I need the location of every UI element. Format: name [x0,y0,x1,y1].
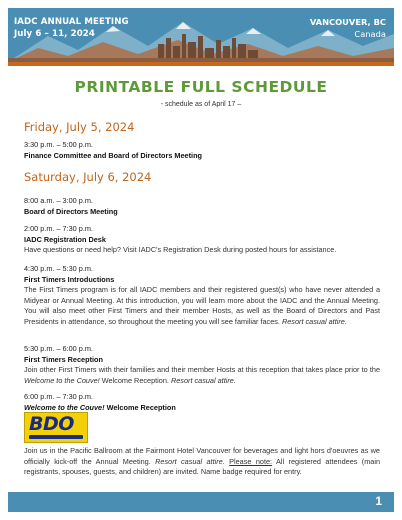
header-banner [8,8,394,62]
event-time: 4:30 p.m. – 5:30 p.m. [24,264,93,273]
event-description [24,285,380,327]
sponsor-logo-text: BDO [29,413,74,435]
description-text: Join us in the Pacific Ballroom at the Fairmont Hotel Vancouver for beverages and light hors d'oeuvres as we officially kick-off the Annual Meeting. [24,446,380,466]
event-time: 3:30 p.m. – 5:00 p.m. [24,140,93,149]
event-welcome-reception-description [24,446,380,478]
page-subtitle: - schedule as of April 17 – [160,101,242,108]
day-heading-friday: Friday, July 5, 2024 [24,120,135,134]
description-text: Join other First Timers with their families and their member Hosts at this reception that takes place prior to the [24,365,380,375]
day-heading-saturday: Saturday, July 6, 2024 [24,170,152,184]
schedule-page [8,8,394,512]
description-text: The First Timers program is for all IADC members and their registered guest(s) who have never attended a Midyear or Annual Meeting. At this introduction, you will learn more about the IADC and the Annual Meeting. You will also meet other First Timers and their member Hosts, as well as the Board of Directors and Past Presidents in attendance, so throughout the meeting you will see familiar faces. [24,285,380,326]
event-name-block [14,16,129,40]
event-first-timers-intro [24,264,380,328]
location-city: VANCOUVER, BC [309,17,386,27]
location-block [310,16,386,40]
description-text-end: All registered attendees (main registrants, spouses, guests, and children) are invited. Name badge required for entry. [24,456,381,477]
attire-note: Resort casual attire. [170,375,236,385]
event-registration-desk [24,224,380,256]
event-board-meeting [24,196,380,217]
note-label: Please note: [229,456,273,466]
event-dates: July 6 – 11, 2024 [14,29,95,39]
event-title-emphasis: Welcome to the Couve! [24,402,105,412]
event-description: Have questions or need help? Visit IADC's Registration Desk during posted hours for assistance. [24,245,337,255]
sponsor-logo-tagline [29,435,83,439]
event-title: First Timers Reception [24,354,103,364]
event-title: IADC Registration Desk [24,234,106,244]
event-welcome-reception-header [24,392,380,413]
sponsor-logo-bdo [24,412,88,443]
banner-accent-stripe [8,62,394,66]
attire-note: Resort casual attire. [281,316,347,326]
event-description [24,446,380,478]
description-text-end: Welcome Reception. [101,375,169,385]
event-title-rest: Welcome Reception [106,402,176,412]
footer-bar [8,492,394,512]
event-finance-committee [24,140,380,161]
location-country: Canada [354,29,386,39]
attire-note: Resort casual attire. [155,456,225,466]
event-time: 5:30 p.m. – 6:00 p.m. [24,344,93,353]
event-time: 2:00 p.m. – 7:30 p.m. [24,224,93,233]
reception-name: Welcome to the Couve! [24,375,100,385]
page-title: PRINTABLE FULL SCHEDULE [74,78,328,96]
event-title: Board of Directors Meeting [24,206,118,216]
event-first-timers-reception [24,344,380,386]
event-time: 6:00 p.m. – 7:30 p.m. [24,392,93,401]
event-description [24,365,380,386]
event-name: IADC ANNUAL MEETING [14,17,129,27]
event-time: 8:00 a.m. – 3:00 p.m. [24,196,93,205]
page-number: 1 [375,494,382,508]
event-title: Finance Committee and Board of Directors Meeting [24,150,202,160]
event-title: First Timers Introductions [24,274,115,284]
